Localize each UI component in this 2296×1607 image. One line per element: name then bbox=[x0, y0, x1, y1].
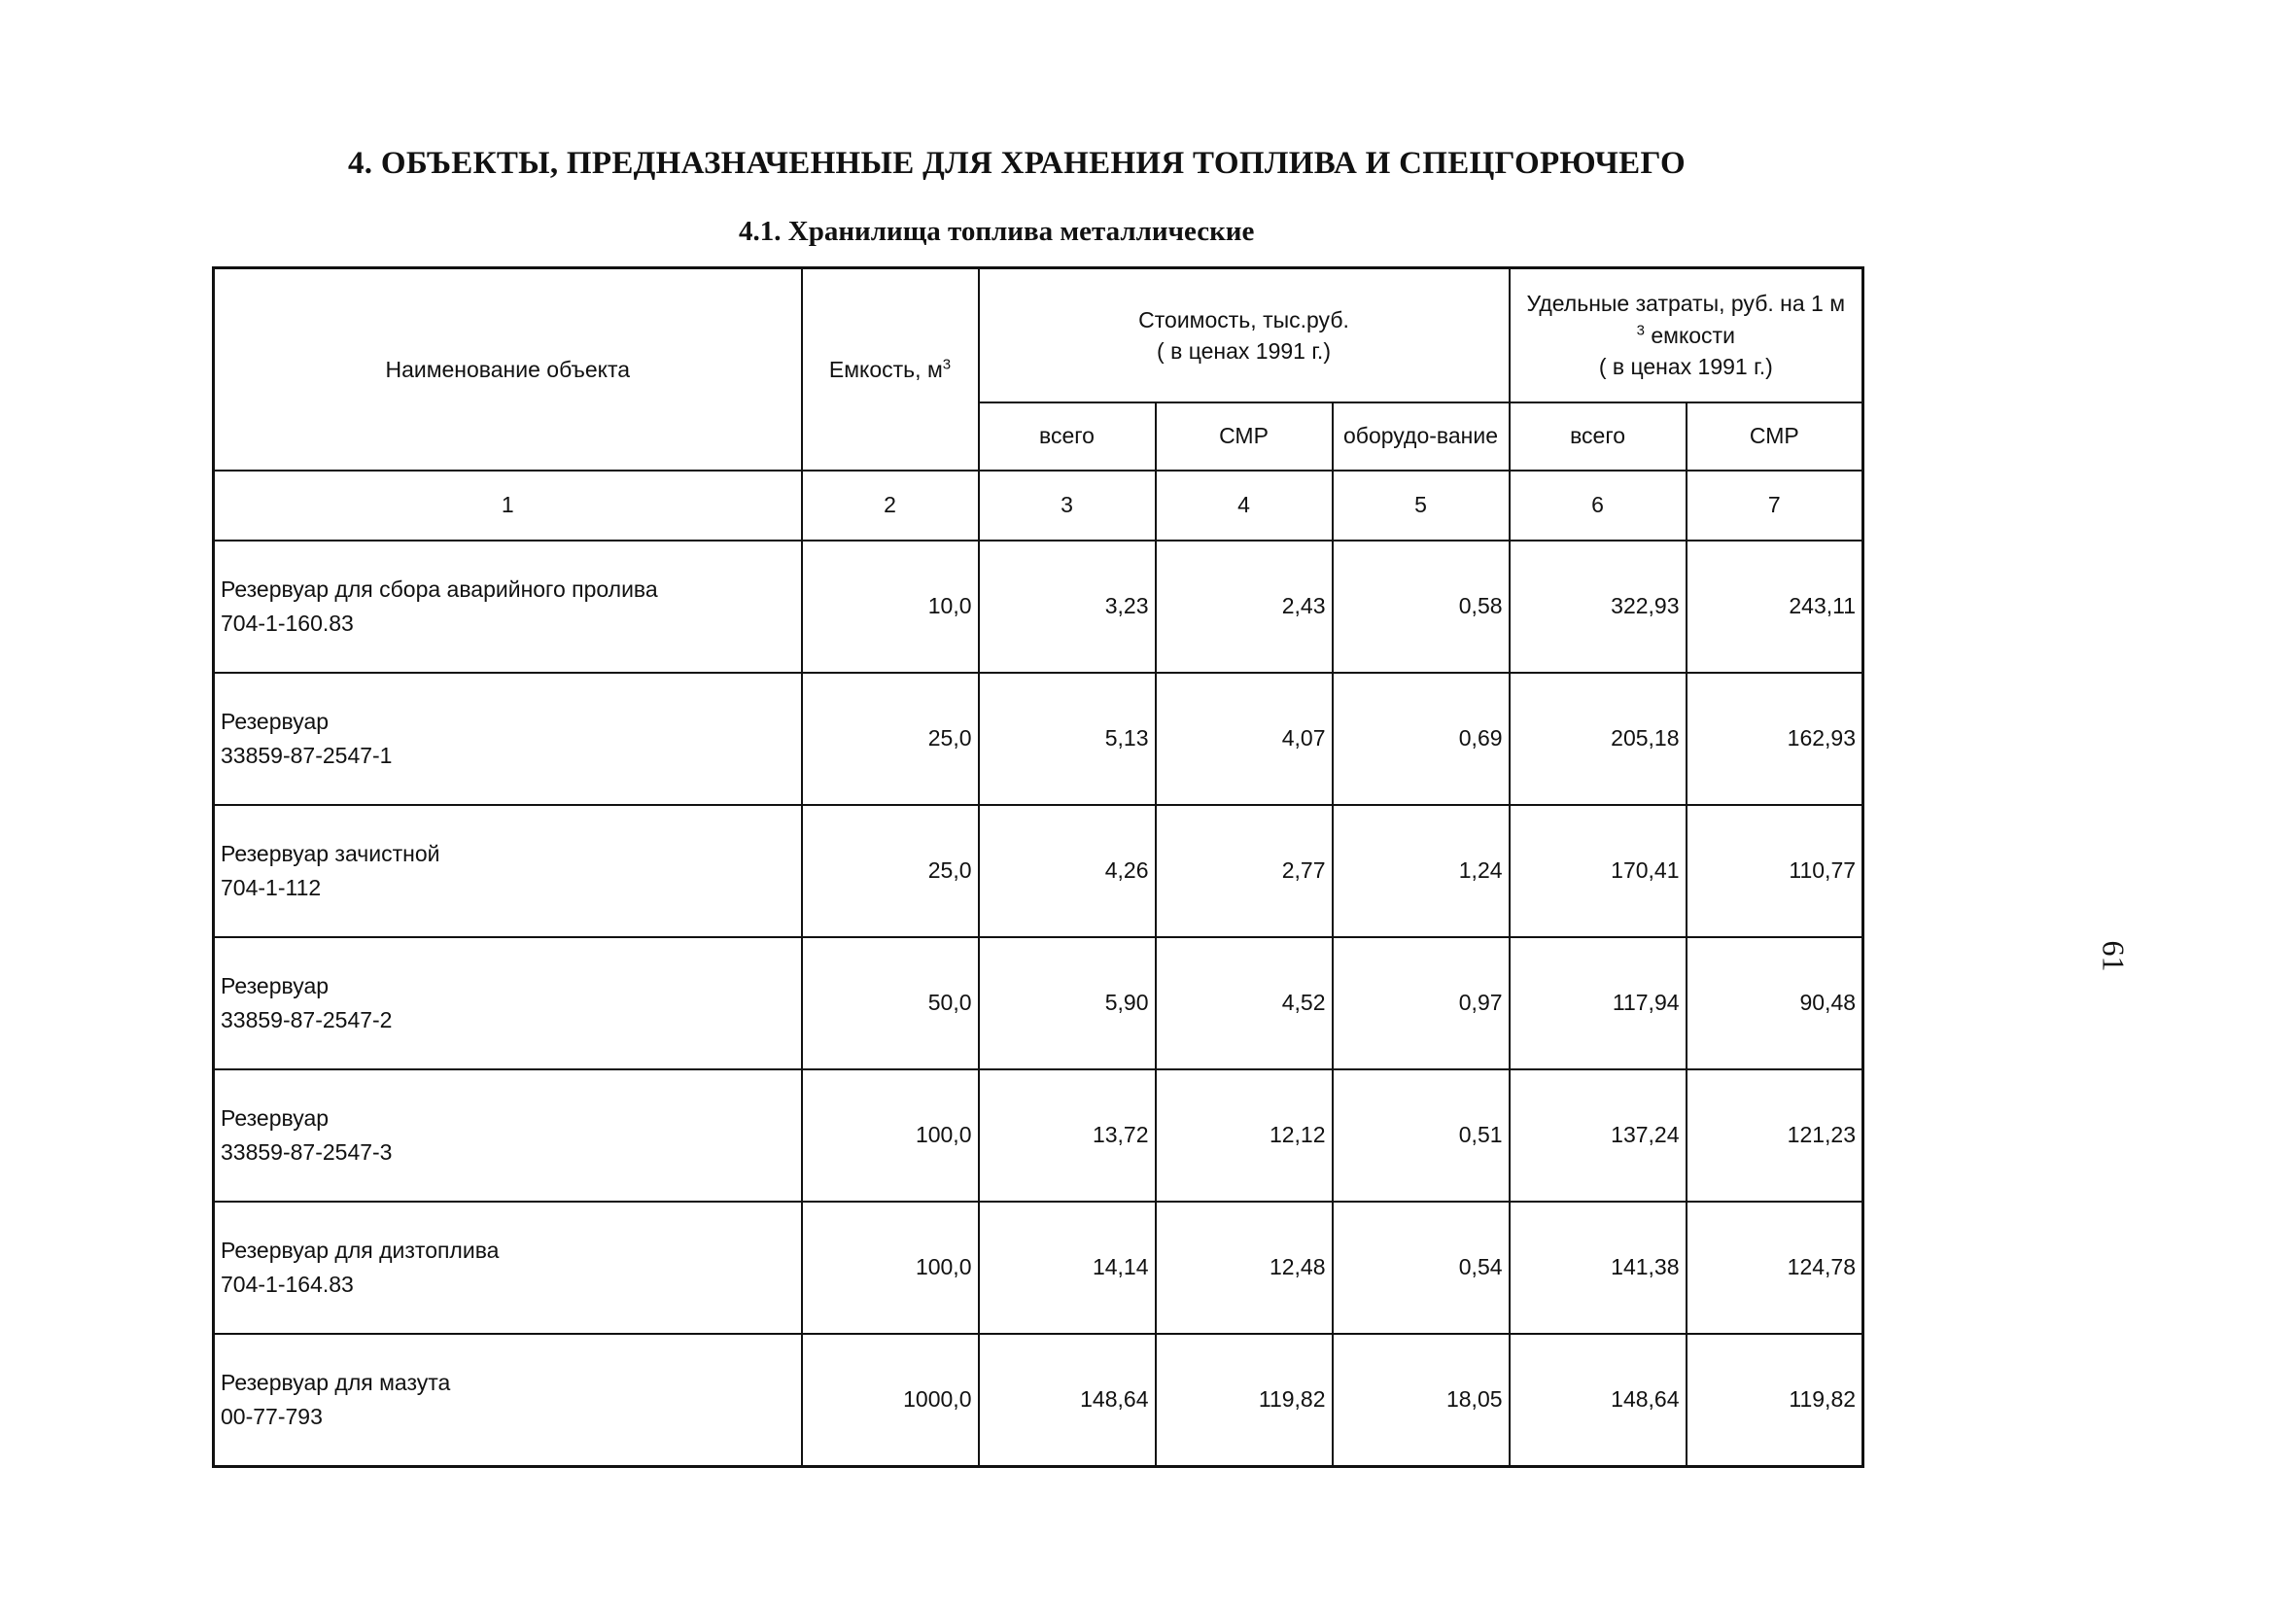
column-number: 7 bbox=[1687, 471, 1863, 541]
cost-equipment-cell: 18,05 bbox=[1333, 1334, 1510, 1467]
header-unit-cost-group: Удельные затраты, руб. на 1 м $^3$ емкости ( в ценах 1991 г.) bbox=[1510, 268, 1863, 402]
cost-total-cell: 4,26 bbox=[979, 805, 1156, 937]
section-title: 4. ОБЪЕКТЫ, ПРЕДНАЗНАЧЕННЫЕ ДЛЯ ХРАНЕНИЯ ТОПЛИВА И СПЕЦГОРЮЧЕГО bbox=[348, 146, 1686, 181]
column-number-row bbox=[214, 471, 1863, 541]
object-name-cell: Резервуар 33859-87-2547-1 bbox=[214, 673, 802, 805]
header-cost-equipment: оборудо-вание bbox=[1333, 402, 1510, 471]
capacity-cell: 25,0 bbox=[802, 673, 979, 805]
cost-smr-cell: 2,43 bbox=[1156, 541, 1333, 673]
header-cost-smr: СМР bbox=[1156, 402, 1333, 471]
header-cost-total: всего bbox=[979, 402, 1156, 471]
unit-smr-cell: 162,93 bbox=[1687, 673, 1863, 805]
cost-smr-cell: 12,48 bbox=[1156, 1202, 1333, 1334]
cost-total-cell: 3,23 bbox=[979, 541, 1156, 673]
capacity-cell: 50,0 bbox=[802, 937, 979, 1069]
cost-smr-cell: 4,07 bbox=[1156, 673, 1333, 805]
column-number: 4 bbox=[1156, 471, 1333, 541]
cost-total-cell: 5,13 bbox=[979, 673, 1156, 805]
cost-smr-cell: 12,12 bbox=[1156, 1069, 1333, 1202]
table-row bbox=[214, 937, 1863, 1069]
column-number: 5 bbox=[1333, 471, 1510, 541]
header-unit-smr: СМР bbox=[1687, 402, 1863, 471]
capacity-cell: 100,0 bbox=[802, 1069, 979, 1202]
capacity-cell: 1000,0 bbox=[802, 1334, 979, 1467]
unit-total-cell: 117,94 bbox=[1510, 937, 1687, 1069]
unit-smr-cell: 90,48 bbox=[1687, 937, 1863, 1069]
cost-equipment-cell: 0,69 bbox=[1333, 673, 1510, 805]
capacity-cell: 10,0 bbox=[802, 541, 979, 673]
capacity-cell: 100,0 bbox=[802, 1202, 979, 1334]
cost-equipment-cell: 1,24 bbox=[1333, 805, 1510, 937]
header-unit-total: всего bbox=[1510, 402, 1687, 471]
unit-total-cell: 137,24 bbox=[1510, 1069, 1687, 1202]
unit-smr-cell: 119,82 bbox=[1687, 1334, 1863, 1467]
capacity-cell: 25,0 bbox=[802, 805, 979, 937]
object-name-cell: Резервуар для сбора аварийного пролива 704-1-160.83 bbox=[214, 541, 802, 673]
cost-total-cell: 13,72 bbox=[979, 1069, 1156, 1202]
cost-equipment-cell: 0,97 bbox=[1333, 937, 1510, 1069]
object-name-cell: Резервуар зачистной 704-1-112 bbox=[214, 805, 802, 937]
table-row bbox=[214, 1202, 1863, 1334]
unit-smr-cell: 124,78 bbox=[1687, 1202, 1863, 1334]
unit-total-cell: 141,38 bbox=[1510, 1202, 1687, 1334]
cost-equipment-cell: 0,54 bbox=[1333, 1202, 1510, 1334]
header-capacity: Емкость, $м^3$ bbox=[802, 268, 979, 471]
column-number: 3 bbox=[979, 471, 1156, 541]
object-name-cell: Резервуар для мазута 00-77-793 bbox=[214, 1334, 802, 1467]
table-row bbox=[214, 673, 1863, 805]
header-name: Наименование объекта bbox=[214, 268, 802, 471]
table-row bbox=[214, 1069, 1863, 1202]
unit-total-cell: 170,41 bbox=[1510, 805, 1687, 937]
unit-total-cell: 205,18 bbox=[1510, 673, 1687, 805]
cost-total-cell: 14,14 bbox=[979, 1202, 1156, 1334]
column-number: 6 bbox=[1510, 471, 1687, 541]
table-row bbox=[214, 541, 1863, 673]
subsection-title: 4.1. Хранилища топлива металлические bbox=[739, 216, 1255, 247]
table-row bbox=[214, 1334, 1863, 1467]
cost-equipment-cell: 0,51 bbox=[1333, 1069, 1510, 1202]
header-cost-group: Стоимость, тыс.руб. ( в ценах 1991 г.) bbox=[979, 268, 1510, 402]
cost-table bbox=[212, 266, 1864, 1468]
cost-equipment-cell: 0,58 bbox=[1333, 541, 1510, 673]
column-number: 2 bbox=[802, 471, 979, 541]
column-number: 1 bbox=[214, 471, 802, 541]
page-number: 61 bbox=[2096, 940, 2132, 972]
object-name-cell: Резервуар 33859-87-2547-3 bbox=[214, 1069, 802, 1202]
table-row bbox=[214, 805, 1863, 937]
unit-smr-cell: 243,11 bbox=[1687, 541, 1863, 673]
object-name-cell: Резервуар 33859-87-2547-2 bbox=[214, 937, 802, 1069]
object-name-cell: Резервуар для дизтоплива 704-1-164.83 bbox=[214, 1202, 802, 1334]
unit-total-cell: 322,93 bbox=[1510, 541, 1687, 673]
cost-total-cell: 148,64 bbox=[979, 1334, 1156, 1467]
unit-smr-cell: 121,23 bbox=[1687, 1069, 1863, 1202]
cost-smr-cell: 2,77 bbox=[1156, 805, 1333, 937]
cost-total-cell: 5,90 bbox=[979, 937, 1156, 1069]
unit-smr-cell: 110,77 bbox=[1687, 805, 1863, 937]
unit-total-cell: 148,64 bbox=[1510, 1334, 1687, 1467]
cost-smr-cell: 119,82 bbox=[1156, 1334, 1333, 1467]
cost-smr-cell: 4,52 bbox=[1156, 937, 1333, 1069]
